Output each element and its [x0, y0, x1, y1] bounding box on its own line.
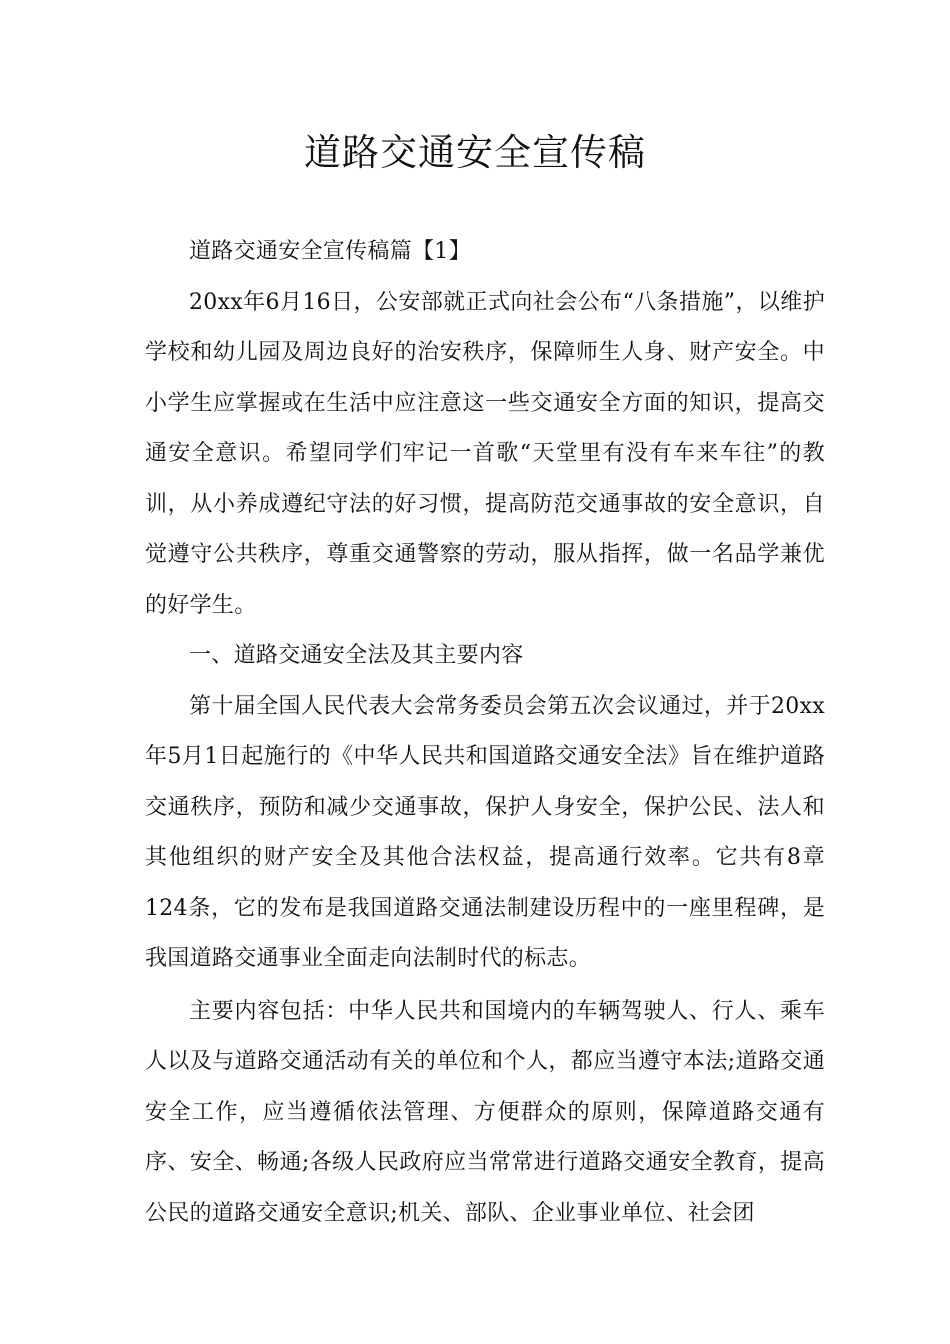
section-heading-law: 一、道路交通安全法及其主要内容: [189, 643, 524, 668]
paragraph-intro: 20xx年6月16日，公安部就正式向社会公布“八条措施”，以维护学校和幼儿园及周边良好的治安秩序，保障师生人身、财产安全。中小学生应掌握或在生活中应注意这一些交通安全方面的知识，提高交通安全意识。希望同学们牢记一首歌“天堂里有没有车来车往”的教训，从小养成遵纪守法的好习惯，提高防范交通事故的安全意识，自觉遵守公共秩序，尊重交通警察的劳动，服从指挥，做一名品学兼优的好学生。: [145, 289, 825, 618]
document-title: 道路交通安全宣传稿: [304, 131, 646, 174]
document-body: [145, 227, 825, 1239]
paragraph-law-description: 第十届全国人民代表大会常务委员会第五次会议通过，并于20xx年5月1日起施行的《中华人民共和国道路交通安全法》旨在维护道路交通秩序，预防和减少交通事故，保护人身安全，保护公民、法人和其他组织的财产安全及其他合法权益，提高通行效率。它共有8章124条，它的发布是我国道路交通法制建设历程中的一座里程碑，是我国道路交通事业全面走向法制时代的标志。: [145, 693, 825, 971]
section-heading-1: 道路交通安全宣传稿篇【1】: [189, 239, 471, 264]
paragraph-main-content: 主要内容包括：中华人民共和国境内的车辆驾驶人、行人、乘车人以及与道路交通活动有关的单位和个人，都应当遵守本法;道路交通安全工作，应当遵循依法管理、方便群众的原则，保障道路交通有序、安全、畅通;各级人民政府应当常常进行道路交通安全教育，提高公民的道路交通安全意识;机关、部队、企业事业单位、社会团: [145, 998, 825, 1226]
